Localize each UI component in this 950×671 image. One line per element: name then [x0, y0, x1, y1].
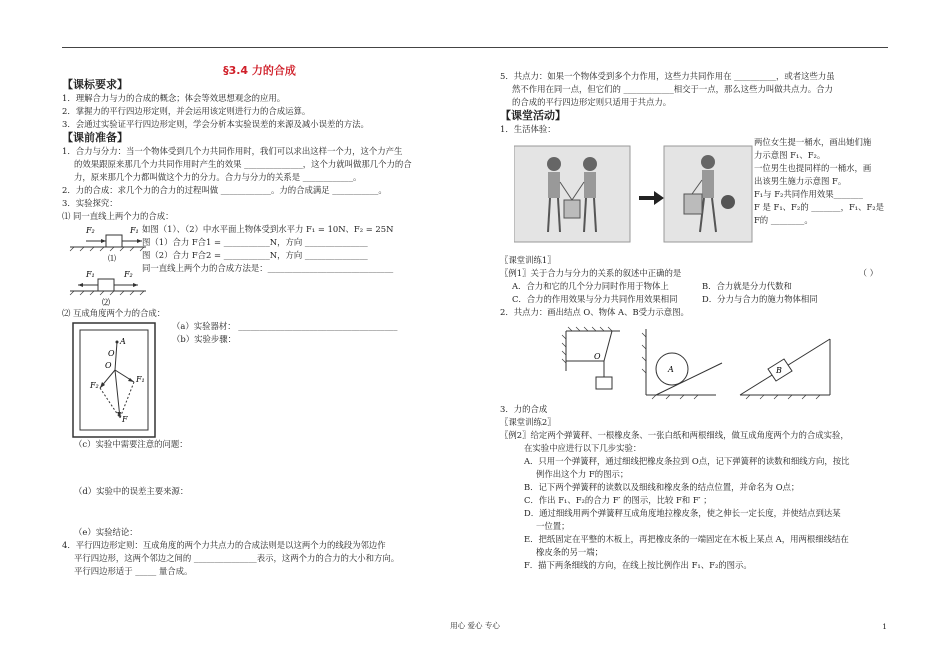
life-text-7: F的 ________。 — [754, 215, 813, 225]
activity-3: 3．力的合成 — [500, 404, 548, 414]
exp-d: （d）实验中的误差主要来源： — [74, 486, 189, 496]
life-text-4: 出该男生施力示意图 F。 — [754, 176, 847, 186]
life-text-2: 力示意图 F₁、F₂。 — [754, 150, 826, 160]
p4-line-1: 4．平行四边形定则：互成角度的两个力共点力的合成法则是以这两个力的线段为邻边作 — [62, 540, 386, 550]
label-block-b: B — [776, 366, 782, 375]
exp-c: （c）实验中需要注意的问题： — [74, 439, 188, 449]
right-column — [500, 70, 892, 572]
step-b: B．记下两个弹簧秤的读数以及细线和橡皮条的结点位置，并命名为 O点； — [524, 482, 800, 492]
fig1-line-4: 同一直线上两个力的合成方法是：______________________________ — [142, 263, 394, 273]
class-training-1: 〖课堂训练1〗 — [500, 255, 556, 265]
prep-2: 2．力的合成：求几个力的合力的过程叫做 ____________。力的合成满足 ___________。 — [62, 185, 387, 195]
prep-1-line-3: 力，原来那几个力都叫做这个力的分力。合力与分力的关系是 ____________。 — [74, 172, 362, 182]
illustration — [514, 138, 764, 254]
life-text-5: F₁与 F₂共同作用效果_______ — [754, 189, 863, 199]
step-f: F．描下两条细线的方向，在线上按比例作出 F₁、F₂的图示。 — [524, 560, 752, 570]
footer-motto: 用心 爱心 专心 — [450, 621, 500, 630]
section-heading-activities: 【课堂活动】 — [500, 109, 566, 122]
exp-e: （e）实验结论： — [74, 527, 138, 537]
label-f2: F₂ — [86, 226, 95, 235]
step-a-cont: 例作出这个力 F的图示； — [536, 469, 629, 479]
caption-2: ⑵ — [102, 298, 110, 307]
step-e-cont: 橡皮条的另一端； — [536, 547, 603, 557]
left-column — [62, 62, 457, 578]
requirement-3: 3．会通过实验证平行四边形定则，学会分析本实验误差的来源及减小误差的方法。 — [62, 119, 369, 129]
life-text-3: 一位男生也提同样的一桶水，画 — [754, 163, 872, 173]
page-title: §3.4 力的合成 — [223, 64, 296, 77]
label-f1: F₁ — [130, 226, 139, 235]
label-f: F — [122, 415, 128, 424]
exp-a: （a）实验器材： ______________________________________ — [172, 321, 398, 331]
p4-line-2: 平行四边形，这两个邻边之间的 _______________表示，这两个力的合力的大小和方向。 — [74, 553, 400, 563]
requirement-2: 2．掌握力的平行四边形定则，并会运用该定则进行力的合成运算。 — [62, 106, 311, 116]
example-2-line-2: 在实验中应进行以下几步实验： — [524, 443, 642, 453]
section-heading-preparation: 【课前准备】 — [62, 131, 128, 144]
board-diagram — [72, 322, 156, 438]
label-o: O — [105, 361, 112, 370]
section-heading-requirements: 【课标要求】 — [62, 78, 128, 91]
fig1-line-2: 图（1）合力 F合1 = ___________N，方向 _______________ — [142, 237, 368, 247]
force-scenes — [500, 319, 890, 403]
concurrent-forces-figure — [500, 319, 892, 403]
label-f1-fig2: F₁ — [86, 270, 95, 279]
class-training-2: 〖课堂训练2〗 — [500, 417, 556, 427]
label-f2-board: F₂ — [90, 381, 99, 390]
page-number: 1 — [882, 622, 887, 631]
example-2-line-1: 〖例2〗给定两个弹簧秤、一根橡皮条、一张白纸和两根细线，做互成角度两个力的合成实验， — [500, 430, 849, 440]
step-d: D．通过细线用两个弹簧秤互成角度地拉橡皮条，使之伸长一定长度，并使结点到达某 — [524, 508, 841, 518]
step-a: A．只用一个弹簧秤，通过细线把橡皮条拉到 O点，记下弹簧秤的读数和细线方向，按比 — [524, 456, 850, 466]
figure-2-block — [62, 320, 457, 438]
requirement-1: 1．理解合力与力的合成的概念；体会等效思想观念的应用。 — [62, 93, 286, 103]
label-node-o: O — [594, 352, 601, 361]
example-1-options-ab: A．合力和它的几个分力同时作用于物体上 B．合力就是分力代数和 — [512, 281, 792, 291]
prep-1-line-1: 1．合力与分力：当一个物体受到几个力共同作用时，我们可以求出这样一个力，这个力产生 — [62, 146, 403, 156]
label-f1-board: F₁ — [136, 375, 145, 384]
step-c: C．作出 F₁、F₂的合力 F′ 的图示，比较 F和 F′ ； — [524, 495, 712, 505]
sub-2-heading: ⑵ 互成角度两个力的合成： — [62, 308, 166, 318]
fig1-line-3: 图（2）合力 F合2 = ___________N，方向 _______________ — [142, 250, 368, 260]
figure-1-block — [62, 223, 457, 307]
activity-1: 1．生活体验： — [500, 124, 556, 134]
caption-1: ⑴ — [108, 254, 116, 263]
step-d-cont: 一位置； — [536, 521, 570, 531]
example-1: 〖例1〗关于合力与分力的关系的叙述中正确的是 （ ） — [500, 268, 878, 278]
p5-line-1: 5．共点力：如果一个物体受到多个力作用，这些力共同作用在 __________，或者这些力虽 — [500, 71, 835, 81]
label-ball-a: A — [668, 365, 674, 374]
life-text-1: 两位女生提一桶水，画出她们施 — [754, 137, 872, 147]
sub-1-heading: ⑴ 同一直线上两个力的合成： — [62, 211, 174, 221]
prep-1-line-2: 的效果跟原来那几个力共同作用时产生的效果 ______________，这个力就叫做那几个力的合 — [74, 159, 412, 169]
exp-b: （b）实验步骤： — [172, 334, 236, 344]
fig1-line-1: 如图（1）、（2）中水平面上物体受到水平力 F₁ = 10N、F₂ = 25N — [142, 224, 394, 234]
step-e: E．把纸固定在平整的木板上，再把橡皮条的一端固定在木板上某点 A，用两根细线结在 — [524, 534, 849, 544]
top-rule — [62, 47, 888, 48]
p5-line-2: 然不作用在同一点，但它们的 ____________相交于一点，那么这些力叫做共点力。合力 — [512, 84, 833, 94]
p5-line-3: 的合成的平行四边形定则只适用于共点力。 — [512, 97, 672, 107]
label-o-upper: O — [108, 349, 115, 358]
prep-3: 3．实验探究： — [62, 198, 118, 208]
life-text-6: F 是 F₁、F₂的 _______，F₁、F₂是 — [754, 202, 885, 212]
life-experience-block — [500, 136, 892, 254]
label-f2-fig2: F₂ — [124, 270, 133, 279]
example-1-options-cd: C．合力的作用效果与分力共同作用效果相同 D．分力与合力的施力物体相同 — [512, 294, 818, 304]
label-a: A — [120, 337, 126, 346]
p4-line-3: 平行四边形适于 _____ 量合成。 — [74, 566, 193, 576]
activity-2: 2．共点力：画出结点 O、物体 A、B受力示意图。 — [500, 307, 689, 317]
